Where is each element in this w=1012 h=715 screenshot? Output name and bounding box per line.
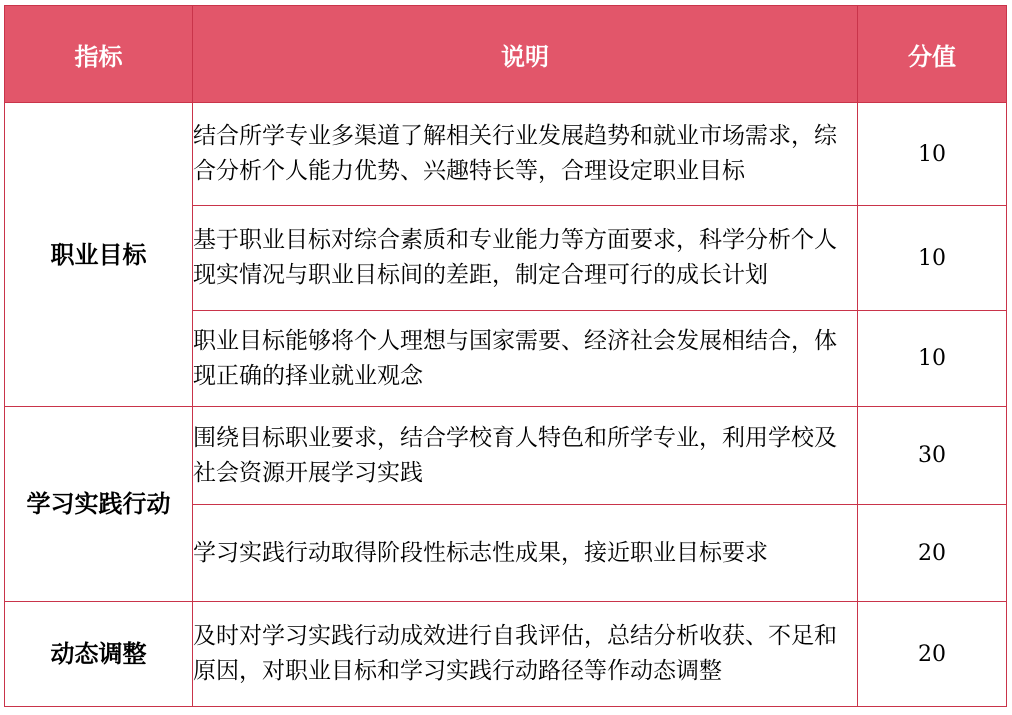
header-indicator: 指标 <box>5 6 193 103</box>
score-cell: 10 <box>858 311 1007 407</box>
description-cell: 学习实践行动取得阶段性标志性成果，接近职业目标要求 <box>193 505 858 602</box>
table-header-row <box>5 6 1007 103</box>
header-description: 说明 <box>193 6 858 103</box>
indicator-learning-practice: 学习实践行动 <box>5 407 193 602</box>
table-row <box>5 103 1007 206</box>
description-cell: 结合所学专业多渠道了解相关行业发展趋势和就业市场需求，综合分析个人能力优势、兴趣特长等，合理设定职业目标 <box>193 103 858 206</box>
indicator-career-goal: 职业目标 <box>5 103 193 407</box>
score-cell: 20 <box>858 602 1007 707</box>
description-cell: 围绕目标职业要求，结合学校育人特色和所学专业，利用学校及社会资源开展学习实践 <box>193 407 858 505</box>
table-row <box>5 602 1007 707</box>
scoring-table <box>4 5 1007 707</box>
description-cell: 及时对学习实践行动成效进行自我评估，总结分析收获、不足和原因，对职业目标和学习实践行动路径等作动态调整 <box>193 602 858 707</box>
description-cell: 基于职业目标对综合素质和专业能力等方面要求，科学分析个人现实情况与职业目标间的差距，制定合理可行的成长计划 <box>193 206 858 311</box>
score-cell: 10 <box>858 206 1007 311</box>
description-cell: 职业目标能够将个人理想与国家需要、经济社会发展相结合，体现正确的择业就业观念 <box>193 311 858 407</box>
score-cell: 20 <box>858 505 1007 602</box>
score-cell: 30 <box>858 407 1007 505</box>
header-score: 分值 <box>858 6 1007 103</box>
table-row <box>5 407 1007 505</box>
indicator-dynamic-adjustment: 动态调整 <box>5 602 193 707</box>
scoring-table-container <box>4 5 1007 707</box>
score-cell: 10 <box>858 103 1007 206</box>
